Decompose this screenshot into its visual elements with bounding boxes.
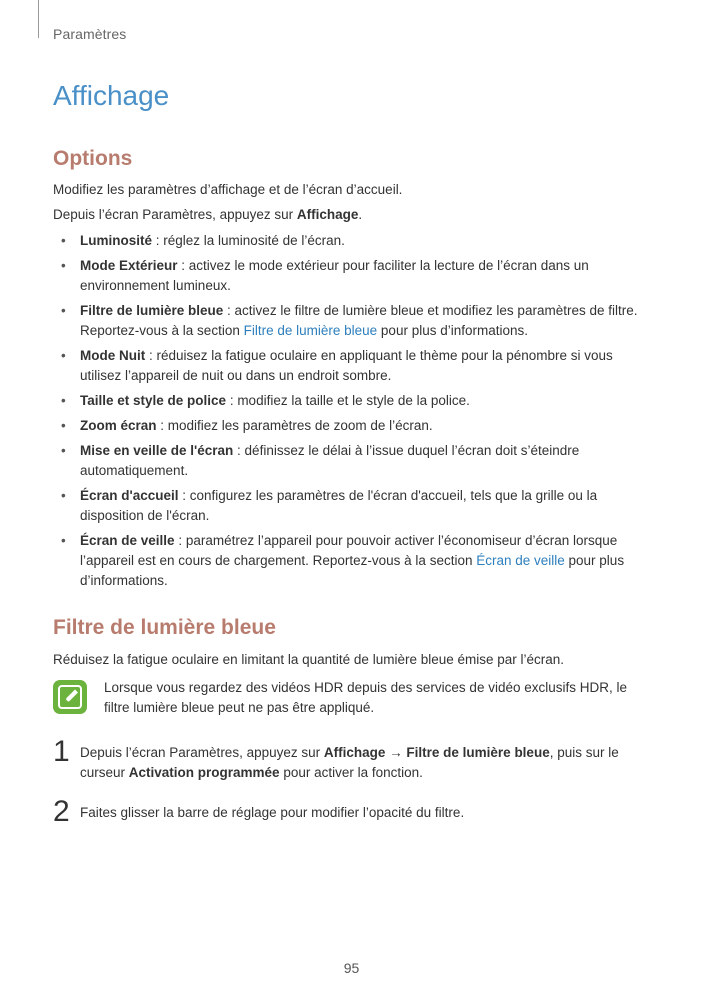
page-title: Affichage <box>53 80 170 111</box>
blue-filter-intro: Réduisez la fatigue oculaire en limitant la quantité de lumière bleue émise par l’écran. <box>53 652 565 667</box>
list-item: • Zoom écran : modifiez les paramètres de zoom de l’écran. <box>61 418 433 433</box>
link-blue-filter[interactable]: Filtre de lumière bleue <box>243 323 378 338</box>
page-number: 95 <box>343 960 360 976</box>
list-item: • Mode Extérieur : activez le mode extérieur pour faciliter la lecture de l’écran dans un environnement lumineux. <box>61 258 589 293</box>
options-instruction: Depuis l’écran Paramètres, appuyez sur Affichage. <box>53 207 363 222</box>
step-number: 1 <box>53 735 70 768</box>
header-rule <box>38 0 39 38</box>
note-text: Lorsque vous regardez des vidéos HDR depuis des services de vidéo exclusifs HDR, le filtre lumière bleue peut ne pas être appliqué. <box>104 680 627 715</box>
step-text: Depuis l’écran Paramètres, appuyez sur Affichage → Filtre de lumière bleue, puis sur le curseur Activation programmée pour activer la fonction. <box>80 745 619 780</box>
options-intro: Modifiez les paramètres d’affichage et de l’écran d’accueil. <box>53 182 403 197</box>
link-screensaver[interactable]: Écran de veille <box>476 553 565 568</box>
list-item: • Taille et style de police : modifiez la taille et le style de la police. <box>61 393 470 408</box>
list-item: • Mode Nuit : réduisez la fatigue oculaire en appliquant le thème pour la pénombre si vous utilisez l’appareil de nuit ou dans un endroit sombre. <box>61 348 613 383</box>
note-box <box>53 678 653 728</box>
list-item: • Luminosité : réglez la luminosité de l’écran. <box>61 233 345 248</box>
options-list <box>53 231 653 596</box>
list-item: • Mise en veille de l'écran : définissez le délai à l’issue duquel l’écran doit s’éteindre automatiquement. <box>61 443 580 478</box>
step-number: 2 <box>53 795 70 828</box>
note-pencil-icon <box>53 680 87 714</box>
list-item: • Écran d'accueil : configurez les paramètres de l'écran d'accueil, tels que la grille ou la disposition de l'écran. <box>61 488 598 523</box>
list-item: • Écran de veille : paramétrez l’appareil pour pouvoir activer l’économiseur d’écran lorsque l’appareil est en cours de chargement. Reportez-vous à la section Écran de veille pour plus d’informations. <box>61 533 625 588</box>
running-header: Paramètres <box>53 26 127 42</box>
step-text: Faites glisser la barre de réglage pour modifier l’opacité du filtre. <box>80 805 465 820</box>
blue-filter-heading: Filtre de lumière bleue <box>53 616 276 639</box>
options-heading: Options <box>53 147 133 170</box>
list-item: • Filtre de lumière bleue : activez le filtre de lumière bleue et modifiez les paramètres de filtre. Reportez-vous à la section Filtre de lumière bleue pour plus d’informations. <box>61 303 638 338</box>
